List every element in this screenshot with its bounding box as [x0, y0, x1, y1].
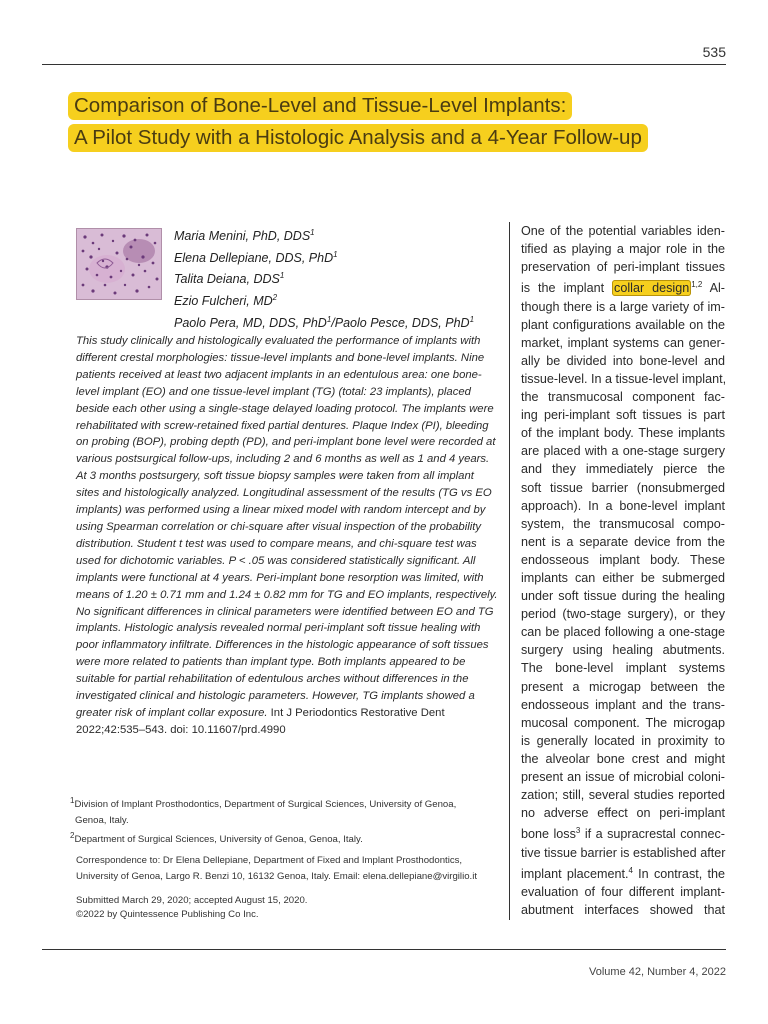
- body-line: One of the potential variables iden-: [521, 224, 725, 238]
- body-line: surgery using healing abutments.: [521, 643, 725, 658]
- body-line: ing peri-implant soft tissues is part: [521, 408, 725, 423]
- copyright: ©2022 by Quintessence Publishing Co Inc.: [76, 909, 259, 920]
- body-line: abutment interfaces showed that: [521, 903, 725, 918]
- body-line: endosseous implant body. These: [521, 552, 725, 567]
- author-list: [174, 224, 494, 332]
- abstract-text: This study clinically and histologically evaluated the performance of implants with different crestal morphologies: tissue-level implants and bone-level implants. Nine patients received at least two adjacent implants in an edentulous area: one bone-level implant (EO) and one tissue-level implant (TG) (total: 23 implants), placed beside each other using a single-stage delayed loading protocol. The implants were rehabilitated with screw-retained fixed partial dentures. Plaque Index (PI), bleeding on probing (BOP), probing depth (PD), and peri-implant bone level were recorded at various postsurgical follow-ups, including 2 and 6 months as well as 1 and 4 years. At 3 months postsurgery, soft tissue biopsy samples were taken from all implant sites and histologically analyzed. Longitudinal assessment of the results (TG vs EO implants) was performed using a linear mixed model with random intercept and by using Spearman correlation or chi-square after visual inspection of the probability distribution. Student t test was used to compare means, and chi-square test was used for dichotomic variables. P < .05 was considered statistically significant. All implants were functional at 4 years. Peri-implant bone resorption was limited, with means of 1.20 ± 0.71 mm and 1.24 ± 0.82 mm for TG and EO implants, respectively. No significant differences in clinical parameters were identified between EO and TG implants. Histologic analysis revealed normal peri-implant soft tissue healing with poor inflammatory infiltrate. Differences in the histologic appearance of soft tissues were more related to patients than implant type. Both implants appeared to be suitable for partial rehabilitation of edentulous arches without differences in the investigated clinical and histologic parameters. However, TG implants showed a greater risk of implant collar exposure.: [76, 335, 498, 719]
- submission-dates: Submitted March 29, 2020; accepted August 15, 2020.: [76, 895, 308, 906]
- body-column: [521, 222, 725, 919]
- body-line: preservation of peri-implant tissues: [521, 260, 725, 275]
- correspondence: [76, 853, 504, 884]
- body-line: tified as playing a major role in the: [521, 242, 725, 257]
- author: Talita Deiana, DDS$^1$: [174, 271, 285, 287]
- author: Ezio Fulcheri, $MD^2$: [174, 292, 278, 309]
- body-line: can be placed following a one-stage: [521, 625, 725, 640]
- body-line: is generally located in proximity to: [521, 733, 725, 748]
- body-line: soft tissue barrier (nonsubmerged: [521, 480, 725, 495]
- author: Maria Menini, PhD, DDS$^1$: [174, 228, 315, 244]
- author: Elena Dellepiane, DDS, PhD$^1$: [174, 249, 338, 265]
- body-line: approach). In a bone-level implant: [521, 498, 725, 513]
- affiliation-2: $^2$Department of Surgical Sciences, University of Genoa, Genoa, Italy.: [70, 831, 363, 846]
- body-line: The bone-level implant systems: [521, 661, 725, 676]
- histology-micrograph-icon: [77, 229, 161, 299]
- footer-rule: [42, 949, 726, 950]
- body-line: plant configurations available on the: [521, 317, 725, 332]
- title-line-2: A Pilot Study with a Histologic Analysis and a 4-Year Follow-up: [68, 124, 648, 152]
- body-line: bone loss$^3$ if a supracrestal connec-: [521, 826, 725, 842]
- affiliation-1-cont: Genoa, Italy.: [75, 814, 129, 826]
- body-line: though there is a large variety of im-: [521, 299, 725, 314]
- body-line: under soft tissue during the healing: [521, 589, 725, 604]
- page-number: 535: [702, 44, 726, 60]
- affiliation-1: $^1$Division of Implant Prosthodontics, Department of Surgical Sciences, University of Genoa,: [70, 796, 457, 811]
- affiliations: [70, 793, 510, 848]
- body-line: period (two-stage surgery), or they: [521, 607, 725, 622]
- journal-issue: Volume 42, Number 4, 2022: [589, 966, 726, 978]
- body-line: mucosal component. The microgap: [521, 715, 725, 730]
- body-line: tive tissue barrier is established after: [521, 845, 726, 860]
- histology-image: [76, 228, 162, 300]
- body-line: implant placement.$^4$ In contrast, the: [521, 865, 725, 881]
- body-line: implants can either be submerged: [521, 570, 725, 585]
- body-line: the alveolar bone crest and might: [521, 751, 725, 766]
- submission-info: [76, 894, 504, 922]
- column-divider: [509, 222, 510, 920]
- body-line: nent is a separate device from the: [521, 534, 725, 549]
- abstract: [76, 333, 500, 739]
- author: Paolo Pera, MD, DDS, PhD$^1$/Paolo Pesce, DDS, PhD$^1$: [174, 314, 475, 330]
- citation: Int J Periodontics Restorative Dent 2022;42:535–543. doi: 10.11607/prd.4990: [76, 706, 445, 736]
- body-line: and they immediately pierce the: [521, 462, 725, 477]
- body-line: endosseous implant and the trans-: [521, 697, 725, 712]
- body-line: no adverse effect on peri-implant: [521, 806, 725, 821]
- body-line: are placed with a one-stage surgery: [521, 444, 725, 459]
- body-line: zation; still, several studies reported: [521, 788, 725, 803]
- article-title: [68, 92, 728, 156]
- header-rule: [42, 64, 726, 65]
- body-line: present an issue of microbial coloni-: [521, 770, 725, 784]
- title-line-1: Comparison of Bone-Level and Tissue-Level Implants:: [68, 92, 572, 120]
- body-line: tissue-level. In a tissue-level implant,: [521, 371, 727, 386]
- body-line: market, implant systems can gener-: [521, 335, 725, 350]
- body-line: of the implant body. These implants: [521, 426, 725, 441]
- correspondence-line: Correspondence to: Dr Elena Dellepiane, Department of Fixed and Implant Prosthodontics,: [76, 855, 463, 866]
- body-line: the transmucosal component fac-: [521, 390, 725, 405]
- collar-design-highlight: collar design: [614, 281, 690, 296]
- correspondence-line: University of Genoa, Largo R. Benzi 10, 16132 Genoa, Italy. Email: elena.dellepiane@virgilio.it: [76, 870, 477, 882]
- body-line: evaluation of four different implant-: [521, 884, 725, 899]
- body-line: is the implant collar design $^{1,2}$ Al-: [521, 280, 725, 296]
- body-line: ally be divided into bone-level and: [521, 353, 725, 368]
- body-line: system, the transmucosal compo-: [521, 516, 725, 531]
- body-line: present a microgap between the: [521, 679, 725, 694]
